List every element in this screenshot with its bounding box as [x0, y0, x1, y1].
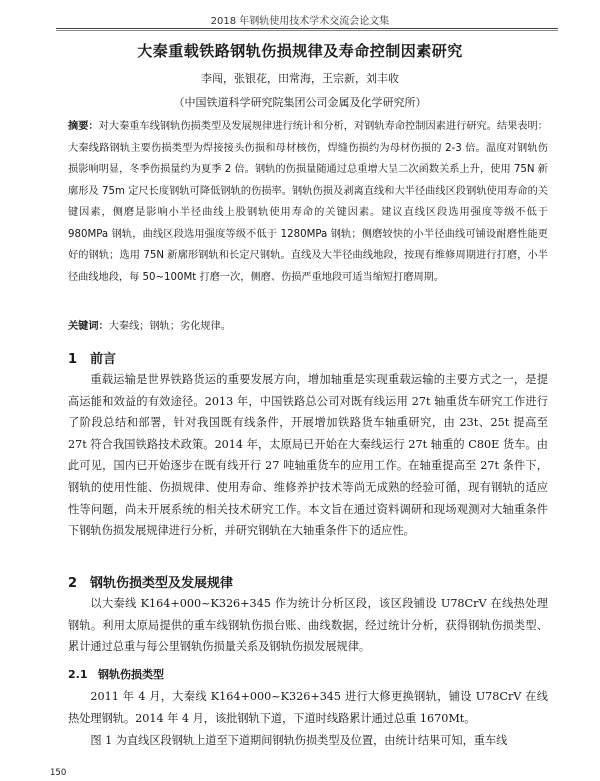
- paper-title: 大秦重载铁路钢轨伤损规律及寿命控制因素研究: [137, 42, 463, 60]
- header-rule: [56, 28, 558, 31]
- section-heading-damage: [68, 572, 233, 591]
- subsection-number: 2.1: [68, 668, 88, 681]
- keywords-block: [68, 318, 548, 336]
- abstract-text: 对大秦重车线钢轨伤损类型及发展规律进行统计和分析，对钢轨寿命控制因素进行研究。结果表明：大秦线路钢轨主要伤损类型为焊接接头伤损和母材核伤，焊缝伤损约为母材伤损的 2-3 倍。温度对钢轨伤损影响明显，冬季伤损量约为夏季 2 倍。钢轨的伤损量随通过总重增大呈二次函数关系上升，使用 75N 新廓形及 75m 定尺长度钢轨可降低钢轨的伤损率。钢轨伤损及剥离直线和大半径曲线区段钢轨使用寿命的关键因素，侧磨是影响小半径曲线上股钢轨使用寿命的关键因素。建议直线区段选用强度等级不低于 980MPa 钢轨，曲线区段选用强度等级不低于 1280MPa 钢轨；侧磨较快的小半径曲线可铺设耐磨性能更好的钢轨；选用 75N 新廓形钢轨和长定尺钢轨。直线及大半径曲线地段，按现有维修周期进行打磨，小半径曲线地段，每 50~100Mt 打磨一次，侧磨、伤损严重地段可适当缩短打磨周期。: [68, 121, 548, 283]
- affiliation: （中国铁道科学研究院集团公司金属及化学研究所）: [173, 96, 427, 109]
- section-heading-text: 前言: [90, 352, 117, 367]
- subsection-heading: [68, 666, 164, 682]
- section-number: 1: [68, 352, 78, 367]
- page-number: 150: [50, 768, 67, 778]
- section-paragraph: 重载运输是世界铁路货运的重要发展方向，增加轴重是实现重载运输的主要方式之一，是提高运能和效益的有效途径。2013 年，中国铁路总公司对既有线运用 27t 轴重货车研究工作进行了阶段总结和部署，针对我国既有线条件，开展增加铁路货车轴重研究，由 23t、25t 提高至 27t 符合我国铁路技术政策。2014 年，太原局已开始在大秦线运行 27t 轴重的 C80E 货车。由此可见，国内已开始逐步在既有线开行 27 吨轴重货车的应用工作。在轴重提高至 27t 条件下，钢轨的使用性能、伤损规律、使用寿命、维修养护技术等尚无成熟的经验可循，现有钢轨的适应性等问题，尚未开展系统的相关技术研究工作。本文旨在通过资料调研和现场观测对大轴重条件下钢轨伤损发展规律进行分析，并研究钢轨在大轴重条件下的适应性。: [68, 373, 548, 538]
- section-heading-text: 钢轨伤损类型及发展规律: [90, 576, 234, 591]
- abstract-label: 摘要：: [68, 121, 99, 132]
- subsection-heading-text: 钢轨伤损类型: [98, 668, 164, 681]
- author-list: 李闯，张银花，田常海，王宗新，刘丰收: [201, 72, 399, 85]
- section-paragraph: 以大秦线 K164+000~K326+345 作为统计分析区段，该区段铺设 U78CrV 在线热处理钢轨。利用太原局提供的重车线钢轨伤损台账、曲线数据，经过统计分析，获得钢轨伤损类型、累计通过总重与每公里钢轨伤损量关系及钢轨伤损发展规律。: [68, 597, 548, 654]
- abstract-block: [68, 116, 548, 288]
- keywords-label: 关键词：: [68, 321, 109, 332]
- subsection-paragraph: 图 1 为直线区段钢轨上道至下道期间钢轨伤损类型及位置，由统计结果可知，重车线: [90, 734, 508, 747]
- keywords-text: 大秦线；钢轨；劣化规律。: [108, 321, 231, 332]
- section-number: 2: [68, 576, 78, 591]
- section-heading-intro: [68, 348, 116, 367]
- subsection-paragraph: 2011 年 4 月，大秦线 K164+000~K326+345 进行大修更换钢轨，铺设 U78CrV 在线热处理钢轨。2014 年 4 月，该批钢轨下道，下道时线路累计通过总重 1670Mt。: [68, 690, 548, 725]
- running-header: 2018 年钢轨使用技术学术交流会论文集: [210, 16, 390, 27]
